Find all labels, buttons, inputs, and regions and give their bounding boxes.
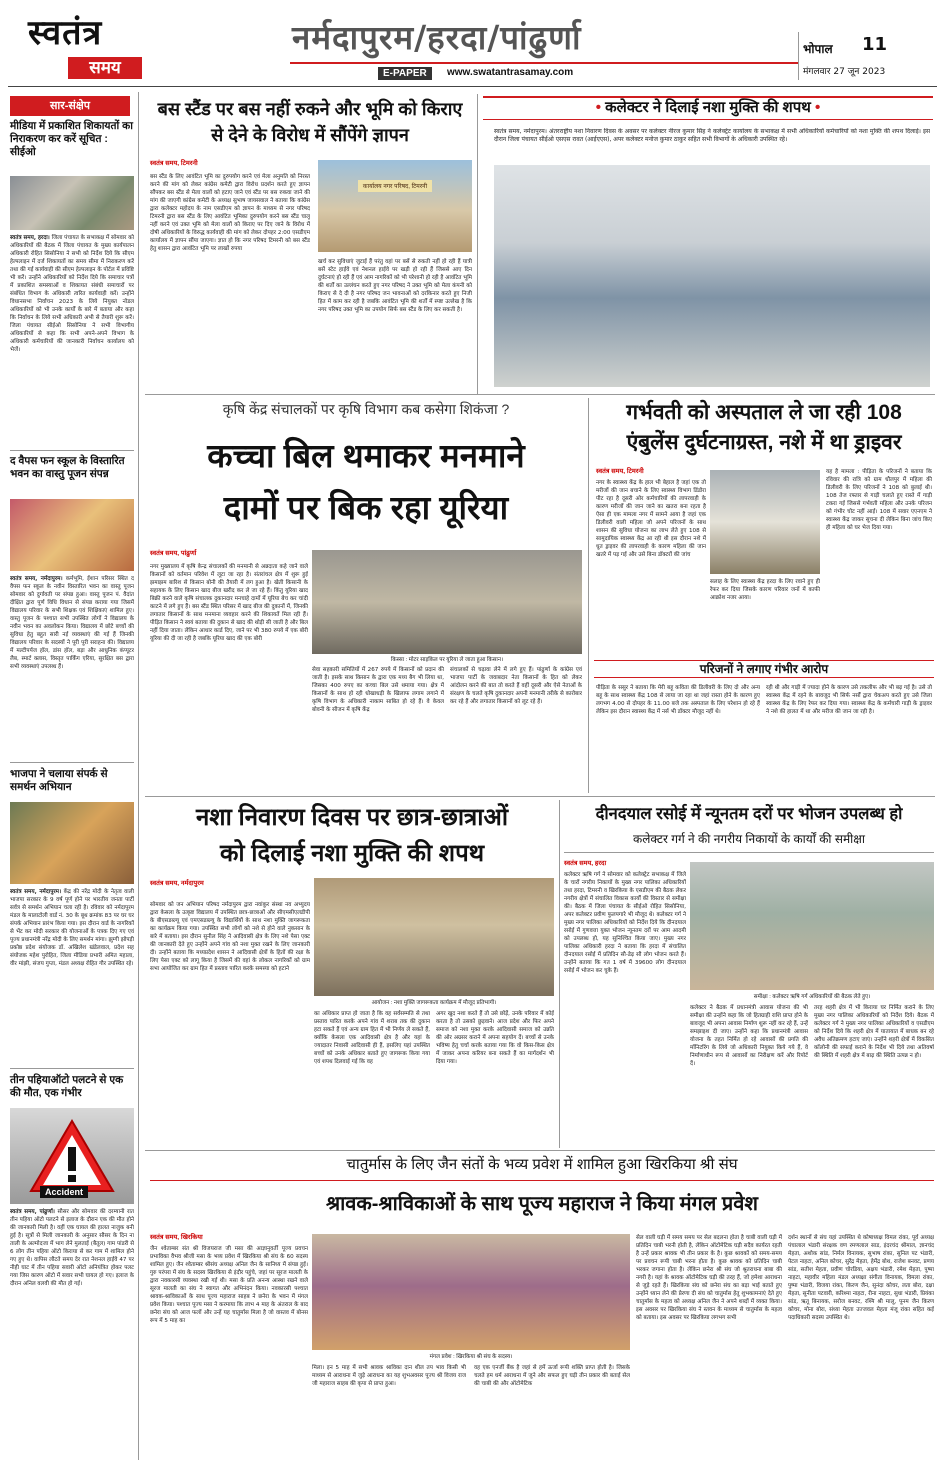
article-subtitle: कलेक्टर गर्ग ने की नगरीय निकायों के कार्यों की समीक्षा xyxy=(633,832,865,846)
oath-ceremony-photo xyxy=(494,165,930,387)
meeting-photo xyxy=(10,176,134,230)
sidebar-item-title: तीन पहियाऑटो पलटने से एक की मौत, एक गंभीर xyxy=(10,1074,124,1099)
warning-triangle-icon xyxy=(27,1117,117,1195)
masthead-divider xyxy=(798,32,799,80)
masthead-rule xyxy=(290,62,798,64)
article-body: नगर मुख्यालय में कृषि केन्द्र संचालकों की मनमानी से अन्नदाता कहे जाने वाले किसानों को वर्तमान परिवेश में लूटा जा रहा है। संतरांचल क्षेत्र में शुरू हुई झमाझम बारिश से किसान बोनी की तैयारी में लग हुआ है। खेती किसानी के सहायक के लिए किसान खाद बीज खरीद कर ले जा रहे हैं। किंतु यूरिया खाद बिक्री करने वाले कृषि संचालक दुकानदार मनचाहे दामों में यूरिया बेच कर चांदी काटने में लगे हुए हैं। बस स्टैंड स्थित परिसर में खाद बीज की दुकानों में, जिनकी लगातार किसानों के साथ मनमाना व्यवहार करने की शिकायतें मिल रही हैं। पीड़ित किसान ने स्वयं बताया की दुकान से खाद की थोड़ी सी जाती है और बिल नहीं दिया जाता। लेकिन आधार कार्ड दिए, जाने पर भी 380 रुपये में एक बोरी यूरिया की दी जा रही है जबकि यूरिया खाद की एक बोरी xyxy=(150,564,308,642)
sidebar-rule xyxy=(10,450,134,451)
review-meeting-photo xyxy=(690,862,934,990)
article-body: जैन श्वेताम्बर संत श्री विजयराज जी मसा की आज्ञानुवर्ती पूज्य प्रवचन प्रभाविका वैभव श्रीजी मसा के भव्य प्रवेश में खिरकिया श्री संघ के 60 सदस्य शामिल हुए। जैन श्वेताम्बर श्रीसंघ अध्यक्ष अनिल जैन के सानिध्य में संपन्न हुई। गुरु परंपरा में संघ के सदस्य खिरकिया से इंदौर पहुंचे, जहां पर सूरज मालती के द्वारा नवकारसी व्यवस्था रखी गई थी। मसा के प्रति अनन्य आस्था रखने वाले सूरज मालती का संघ ने स्वागत और अभिनंदन किया। नवकारसी पश्चात श्रावक-श्राविकाओं के साथ पूज्य महाराज साहब ने छनेरा के भवन में मंगल प्रवेश किया। पश्चात पूज्य मसा ने करमाया कि लाभ 4 माह के अंतराल के बाद छनेरा संघ को आज फलों और उन्हें यह चातुर्मास मिला है जो वास्तव में बोनस रूप में 5 माह का xyxy=(150,1246,308,1324)
newspaper-logo-bottom: समय xyxy=(68,57,142,79)
article-body: खर्च कर सुविधाएं जुटाई हैं परंतु वहां पर बसें से रुकती नहीं हो रही हैं यात्री बसें स्टेट हाईवे एवं नेशनल हाईवे पर खड़ी हो रही हैं जिससे आए दिन दुर्घटनाएं हो रही हैं एवं आम नागरिकों को भी परेशानी हो रही है आवंटित भूमि की शर्तों का उल्लंघन करते हुए नगर परिषद ने उक्त भूमि को मेला कंपनी को किराए से दे दी है नगर परिषद जन भावनाओं को दरकिनार करते हुए निजी हित में काम कर रही है जबकि आवंटित भूमि की शर्तों में स्पष्ट उल्लेख है कि नगर परिषद उक्त भूमि का उपयोग सिर्फ बस स्टैंड के लिए कर सकती है। xyxy=(318,259,472,313)
article-body: रही थी और गाड़ी में ज्यादा होने के कारण उसे तकलीफ और भी बढ़ गई है। उसे तो स्वास्थ्य केंद्र में रहने के बावजूद भी सिर्फ नर्सों द्वारा चेकअप करते हुए उसे जिला स्वास्थ्य केंद्र के लिए रेफर कर दिया गया। स्वास्थ्य केंद्र के कर्मचारी गाड़ी के ड्राइवर ने नशे की हालत में था और मरीज की जान जा रही है। xyxy=(766,685,932,715)
sidebar-item-byline: स्वतंत्र समय, पांढुर्णा। xyxy=(10,1209,55,1215)
epaper-label: E-PAPER xyxy=(378,67,432,80)
office-photo xyxy=(318,160,472,252)
article-byline: स्वतंत्र समय, टिमरनी xyxy=(150,160,198,167)
article-body-column xyxy=(150,158,310,398)
headline-line: नशा निवारण दिवस पर छात्र-छात्राओं xyxy=(195,804,509,831)
sidebar-item-body: केंद्र की नरेंद्र मोदी के नेतृत्व वाली भाजपा सरकार के 9 वर्ष पूर्ण होने पर भारतीय जनता पार्टी सर्वत्र से समर्थन अभियान चला रही है। रविवार को नर्मदापुरम मंडल के मालाटोली वार्ड नं. 30 के बूथ क्रमांक 83 पर घर घर संपर्क अभियान प्रारंभ किया गया। इस दौरान वार्ड के नागरिकों से भेंट कर मोदी सरकार की योजनाओं के पत्रक दिए गए एवं पूज्य प्रधानमंत्री नरेंद्र मोदी के लिए समर्थन मांगा। झुग्गी झोपड़ी प्रकोष्ठ प्रदेश संयोजक डॉ. अखिलेश खंडेलवाल, प्रदेश सह संयोजक महेश पुरोहित, जिला मीडिया प्रभारी अमित महाला, वीर मांझी, संजय गुप्ता, मंडल अध्यक्ष रोहित गौर उपस्थित रहे। xyxy=(10,889,134,967)
section-rule xyxy=(145,1150,935,1151)
sidebar-rule xyxy=(10,1068,134,1069)
article-headline: बस स्टैंड पर बस नहीं रुकने और भूमि को किराए से देने के विरोध में सौंपेंगे ज्ञापन xyxy=(157,99,463,145)
article-headline: श्रावक-श्राविकाओं के साथ पूज्य महाराज ने किया मंगल प्रवेश xyxy=(325,1193,759,1215)
campaign-photo xyxy=(10,802,134,884)
article-body: स्वतंत्र समय, नर्मदापुरम। अंतरराष्ट्रीय नशा निवारण दिवस के अवसर पर कलेक्टर नीरज कुमार सिंह ने कलेक्ट्रेट कार्यालय के सभाकक्ष में सभी अधिकारियों कर्मचारियों को नशा मुक्ति की शपथ दिलाई। इस दौरान जिला पंचायत सीईओ एसएस रावत (आईएएस), अपर कलेक्टर मनोज कुमार ठाकुर सहित सभी विभागों के अधिकारी उपस्थित रहे। xyxy=(494,128,930,143)
headline-line: एंबुलेंस दुर्घटनाग्रस्त, नशे में था ड्राइवर xyxy=(626,431,902,454)
article-byline: स्वतंत्र समय, हरदा xyxy=(564,860,607,867)
article-body: दर्शन स्थानों से संघ यहां उपस्थित थे कोषाध्यक्ष विमल रांका, पूर्व अध्यक्ष पंचालाल भंडारी संरक्षक वण रमणलाल साड, इंदरचंद श्रीमाल, ज्ञानचंद मेहता, अशोक सांड, निर्मल विनायक, सुभाष रांका, सुनिल पट भंडारी, पेटल नाहटा, अनिल कोचर, सुरेंद्र मेहता, हेमेंद्र बोथ, राजेश बनवट, प्रणय सांड, सतीश मेहता, प्रवीण चोरडिया, अक्षय भंडारी, रमेश मेहता, पुष्पा नाहटा, महावीर महिला मंडल अध्यक्षा संगीता विनायक, विमला रांका, पुष्पा भंडारी, विजया रांका, किरण जैन, सुनंदा कोचर, लता बोरा, दक्षा मेहता, सुनीता पटवारी, करिश्मा नाहटा, रीना नाहटा, सुधा भंडारी, प्रियंका सांड, ऋतू बिनायक, सरोज बनवट, रश्मि श्री मालू, पूनम जैन किरण कोचर, मोना बोरा, संध्या मेहता उज्जवल मेहता मंजू रांका सहित कई पदाधिकारी सदस्य उपस्थित थे। xyxy=(788,1235,934,1321)
column-divider xyxy=(477,94,478,394)
puja-photo xyxy=(10,499,134,571)
photo-caption: सलाह के लिए स्वास्थ्य केंद्र हरदा के लिए रवाने हुए ही रेफर कर दिया जिसके कारण परिवार जनों में काफी आक्रोश नजर आया। xyxy=(710,579,820,601)
sidebar-item-byline: स्वतंत्र समय, हरदा। xyxy=(10,235,50,241)
article-byline: स्वतंत्र समय, खिरकिया xyxy=(150,1234,203,1241)
article-body-column xyxy=(564,858,686,1147)
farmer-photo xyxy=(312,550,582,654)
article-headline xyxy=(594,398,934,458)
sidebar-item-body: जिला पंचायत के सभाकक्ष में सोमवार को अधिकारियों की बैठक में जिला पंचायत के मुख्य कार्यपालन अधिकारी रोहित सिसोनिया ने सभी को निर्देश दिये कि सीएम हेल्पलाइन में दर्ज शिकायतों का समय सीमा में निराकरण करें तथा की गई कार्यवाही की सीएम हेल्पलाइन के पोर्टल में प्रविष्टि भी करें। उन्होंने अधिकारियों को निर्देश दिये कि समाचार पत्रों में प्रकाशित समस्याओं व शिकायत संबंधी समाचारों पर संबंधित विभाग के अधिकारी त्वरित कार्यवाही करें। उन्होंने विधानसभा निर्वाचन 2023 के लिये नियुक्त नोडल अधिकारियों को भी उनके कार्यों के बारे में बताया और कहा कि निर्वाचन के लिये सभी अधिकारी अभी से तैयारी शुरू करें। जिला पंचायत सीईओ सिसोनिया ने सभी विभागीय अधिकारियों से कहा कि सभी अपने-अपने विभाग के अधिकारी कर्मचारियों की जानकारी निर्वाचन कार्यालय को भेजें। xyxy=(10,235,134,353)
article-body: तरह शहरी क्षेत्र में भी किराया घर निर्मित कराने के लिए मुख्य नगर पालिका अधिकारियों को निर्देश दिये। बैठक में कलेक्टर गर्ग ने मुख्य नगर पालिका अधिकारियों व एसडीएम को निर्देश दिये कि शहरी क्षेत्र में यातायात में बाधक बन रहे अवैध अतिक्रमण हटाए जाएं। उन्होंने शहरी क्षेत्रों में विकसित कॉलोनी की सफाई कराने के निर्देश भी दिये तथा अतिवर्षा की स्थिति में शहरी क्षेत्र में बाढ़ की स्थिति उत्पन्न न हो। xyxy=(814,1005,934,1059)
sidebar-item-title: भाजपा ने चलाया संपर्क से समर्थन अभियान xyxy=(10,768,108,793)
headline-line: गर्भवती को अस्पताल ले जा रही 108 xyxy=(626,401,902,424)
article-body: सेवा सहकारी समितियों में 267 रुपये में किसानों को प्रदान की जाती है। इसके साथ किसान के द्वारा एक मध्य बैग भी लिया था, जिसका 400 रुपए का कच्चा बिल उसे थमाया गया। क्षेत्र में किसानों के साथ हो रही धोखाधड़ी के खिलाफ लगाम लगाने में कृषि विभाग के अधिकारी नाकाम साबित हो रहे हैं। वे केवल बोवनी के सीजन में कृषि केंद्र xyxy=(312,667,444,713)
page-number: 11 xyxy=(862,34,888,55)
article-headline xyxy=(150,430,582,534)
article-body: अगर खुद नशा करते हैं तो उसे छोड़ें, उनके परिवार में कोई करता है तो उसको छुड़वाने। आज प्रदेश और फिर अपने समाज को नशा मुक्त करके आदिवासी समाज को उन्नति की ओर अग्रसर कराने में अपना सहयोग दें। बच्चों से उनके भविष्य हेतु चर्चा करके बताया गया कि वो किस-किस क्षेत्र में जाकर अपना करियर बना सकते हैं का मार्गदर्शन भी दिया गया। xyxy=(436,1011,554,1065)
article-headline: दीनदयाल रसोई में न्यूनतम दरों पर भोजन उपलब्ध हो xyxy=(595,805,903,823)
photo-caption: मंगल प्रवेश : खिरकिया श्री संघ के सदस्य। xyxy=(312,1352,630,1360)
article-body: नगर के स्वास्थ्य केंद्र के हाल भी बेहाल है जहां एक तो मरीजों की जान बचाने के लिए स्वास्थ्य विभाग डिंडोरा पीट रहा है दूसरी ओर कर्मचारियों की लापरवाही के कारण मरीजों की जान जाने का खतरा बना रहता है ऐसा ही एक मामला नगर में सामने आया है जहां एक डिलीवरी वाली महिला जो अपने परिजनों के साथ शासन की सुविधा योजना का लाभ लेते हुए 108 से सामुदायिक स्वास्थ्य केंद्र आ रही थी इस दौरान नशे में धुत ड्राइवर की लापरवाही के कारण महिला की जान खतरे में पड़ गई और उसे बिना डॉक्टरों की जांच xyxy=(596,480,706,558)
article-body: का अधिकार प्राप्त हो जाता है कि वह सर्वसम्मति से तथा प्रस्ताव पारित करके अपने गांव में शराब तक की दुकान हटा सकते हैं एवं अन्य ग्राम हित में भी निर्णय ले सकते हैं, क्योंकि केसला एक आदिवासी क्षेत्र है और यहां के ज्यादातर निवासी आदिवासी ही हैं, इसलिए यहां उपस्थित बच्चों को उनके अधिकार बताते हुए जागरूक किया गया एवं शपथ दिलवाई गई कि वह xyxy=(314,1011,430,1065)
website-link[interactable]: www.swatantrasamay.com xyxy=(447,67,574,78)
sidebar-item-body: कर्मभूमि, ईशान परिसर स्थित द वैपस फन स्कूल के नवीन विस्तारित भवन का वास्तु पूजन सोमवार को दुर्गावती पर संपन्न हुआ। वास्तु पूजन पं. वैदांत दीक्षित द्वारा पूर्ण विधि विधान से संपन्न कराया गया जिसमें विद्यालय परिवार के सभी शिक्षक एवं शिक्षिकाएं शामिल हुए। वास्तु पूजन के पश्चात सभी उपस्थित लोगों ने विद्यालय के नवीन भवन का अवलोकन किया। विद्यालय में छोटे बच्चों की सुविधा हेतु बहुत सारी नई व्यवस्थाएं की गई हैं जिनकी विद्यालय परिवार के सदस्यों ने पूरी पूरी सराहना की। विद्यालय में मल्टीपर्पज हॉल, डांस हॉल, बड़ा और आधुनिक कंप्यूटर लैब, स्मार्ट क्लास, विस्तृत पार्किंग एरिया, सुरक्षित बस द्वारा सभी व्यवस्थाएं उपलब्ध हैं। xyxy=(10,576,134,670)
accident-label: Accident xyxy=(40,1186,88,1198)
article-byline: स्वतंत्र समय, नर्मदापुरम xyxy=(150,880,204,887)
office-signboard: कार्यालय नगर परिषद, टिमरनी xyxy=(358,180,432,192)
section-rule xyxy=(564,852,934,853)
section-rule xyxy=(145,796,935,797)
article-body: यह है मामला : पीड़िता के परिजनों ने बताया कि रविवार की रात्रि को ग्राम धौलपुर में महिला की डिलीवरी के लिए परिजनों ने 108 को बुलाई थी। 108 तेज रफ्तार से गाड़ी चलाते हुए रास्ते में गाड़ी टकरा गई जिससे गर्भवती महिला और उनके परिजन को गंभीर चोट नहीं आई। 108 में सवार एएनएम ने स्वास्थ्य केंद्र जाकर सूचना दी लेकिन बिना जांच किए ही महिला को घर भेज दिया गया। xyxy=(826,469,932,531)
article-body: सोमवार को जन अभियान परिषद नर्मदापुरम द्वारा नवांकुर संस्था नव अभ्युदय द्वारा केसला के उत्कृष्ट विद्यालय में उपस्थित छात्र-छात्राओं और सीएमसीएलडीपी के बीएसडब्ल्यू एवं एमएसडब्ल्यू के विद्यार्थियों के साथ नशा मुक्ति जागरूकता का कार्यक्रम किया गया। उपस्थित सभी लोगों को नशे से होने वाले नुकसान के बारे में बताया। इस दौरान सुनील सिंह ने आदिवासी क्षेत्र के लिए नशे पेसा एक्ट की जानकारी देते हुए उन्होंने अपने गांव को नशा मुक्त रखने के लिए जानकारी दी। उन्होंने बताया कि मध्यप्रदेश शासन ने आदिवासी क्षेत्रों के हितों की रक्षा के लिए पेसा एक्ट को लागू किया है जिसमें की वहां के लोकल नागरिकों को ग्राम सभा आयोजित कर ग्राम हित में प्रस्ताव पारित करके समस्या को हटाने xyxy=(150,902,310,972)
article-byline: स्वतंत्र समय, टिमरनी xyxy=(596,468,644,475)
sidebar-rule xyxy=(10,762,134,763)
headline-line: दामों पर बिक रहा यूरिया xyxy=(223,489,509,526)
jain-sangh-photo xyxy=(312,1234,630,1350)
article-byline: स्वतंत्र समय, पांढुर्णा xyxy=(150,550,197,557)
sidebar-item-byline: स्वतंत्र समय, नर्मदापुरम। xyxy=(10,576,63,582)
article-body: कलेक्टर ने बैठक में प्रधानमंत्री आवास योजना की भी समीक्षा की उन्होंने कहा कि जो हितग्राही राशि प्राप्त होने के बावजूद भी अपना आवास निर्माण शुरू नहीं कर रहे हैं, उन्हें समझाइश दी जाए। उन्होंने कहा कि प्रधानमंत्री आवास योजना के तहत निर्मित हो रहे आवासों की प्रगति की मॉनिटरिंग के लिये जो अधिकारी नियुक्त किये गये हैं, वे निर्माणाधीन रूप से आवासों का निरीक्षण करें और रिपोर्ट दें। xyxy=(690,1005,808,1067)
article-headline: • कलेक्टर ने दिलाई नशा मुक्ति की शपथ • xyxy=(595,99,821,116)
article-body: कलेक्टर ऋषि गर्ग ने सोमवार को कलेक्ट्रेट सभाकक्ष में जिले के चारों नगरीय निकायों के मुख्य नगर पालिका अधिकारियों तथा हरदा, टिमरनी व खिरकिया के एसडीएम की बैठक लेकर नगरीय क्षेत्रों में संचालित विकास कार्यों की विस्तार से समीक्षा की। बैठक में जिला पंचायत के सीईओ रोहित सिसोनिया, अपर कलेक्टर प्रवीण फुलपगारे भी मौजूद थे। कलेक्टर गर्ग ने मुख्य नगर पालिका अधिकारियों को निर्देश दिये कि दीनदयाल रसोई में गुणवत्ता युक्त भोजन न्यूनतम दरों पर आम आदमी को उपलब्ध हो, यह सुनिश्चित किया जाए। मुख्य नगर पालिका अधिकारी हरदा ने बताया कि हरदा में संचालित दीनदयाल रसोई में प्रतिदिन सौ-डेढ़ सौ लोग भोजन करते हैं। उन्होंने बताया कि गत 1 वर्ष में 39600 लोग दीनदयाल रसोई में भोजन कर चुके हैं। xyxy=(564,872,686,974)
article-body: मिला। इन 5 माह में सभी श्रावक श्राविका दान शील तप भाव किसी भी माध्यम से आराधना में जुड़े आराधना का यह शुभअवसर पूज्य श्री विजय राज जी महाराज साहब की कृपा से प्राप्त हुआ। xyxy=(312,1365,466,1387)
section-rule xyxy=(145,394,935,395)
sidebar-item-title: मीडिया में प्रकाशित शिकायतों का निराकरण कर करें सूचित : सीईओ xyxy=(10,120,133,158)
city-label: भोपाल xyxy=(803,42,833,56)
article-body: सेल वाली घड़ी में समय समय पर सेल बदलना होता है चाबी वाली घड़ी में प्रतिदिन चाबी भरनी होती है, लेकिन ऑटोमेटिक घड़ी सदैव कार्यरत रहती है उन्हें प्रकार श्रावक भी तीन प्रकार के है। कुछ श्रावकों को समय-समय पर प्रवचन रूपी चाबी भरना होता है। कुछ श्रावक को प्रतिदिन चाबी भरकर जगाना होता है। लेकिन छनेरा श्री संघ जो श्रुतराधना बाबा की नगरी है। यहां के श्रावक ऑटोमेटिक घड़ी की तरह हैं, जो हमेशा आराधना से जुड़े रहते हैं। खिरकिया संघ को छनेरा संघ का बड़ा भाई बताते हुए उन्होंने ध्यान लेने की प्रेरणा दी संघ को चातुर्मास हेतु शुभकामनाएं देते हुए चातुर्मास के महत्व को अध्यक्ष अनिल जैन ने अपने शब्दों में व्यक्त किया। इस अवसर पर खिरकिया संघ ने स्तवन के माध्यम से चातुर्मास के महत्व को बताया। इस अवसर पर खिरकिया लगभग सभी xyxy=(636,1235,782,1321)
sidebar-item-byline: स्वतंत्र समय, नर्मदापुरम। xyxy=(10,889,62,895)
edition-title: नर्मदापुरम/हरदा/पांढुर्णा xyxy=(292,18,582,57)
sidebar-divider xyxy=(138,92,139,1460)
column-divider xyxy=(559,800,560,1148)
issue-date: मंगलवार 27 जून 2023 xyxy=(803,67,886,77)
sidebar-item xyxy=(10,768,134,1064)
kicker-rule xyxy=(150,1180,934,1181)
photo-caption: समीक्षा : कलेक्टर ऋषि गर्ग अधिकारियों की बैठक लेते हुए। xyxy=(690,992,934,1000)
photo-caption: आयोजन : नशा मुक्ति जागरूकता कार्यक्रम में मौजूद प्रतिभागी। xyxy=(314,998,554,1006)
photo-caption: किस्सा : मोटर साइकिल पर यूरिया ले जाता हुआ किसान। xyxy=(312,655,582,663)
masthead-bottom-rule xyxy=(8,86,937,87)
article-kicker: कृषि केंद्र संचालकों पर कृषि विभाग कब कसेगा शिकंजा ? xyxy=(222,401,510,417)
article-body-column xyxy=(596,466,706,657)
ambulance-photo xyxy=(710,470,820,574)
headline-text: कलेक्टर ने दिलाई नशा मुक्ति की शपथ xyxy=(605,99,811,116)
sidebar-item xyxy=(10,455,134,759)
article-kicker: चातुर्मास के लिए जैन संतों के भव्य प्रवेश में शामिल हुआ खिरकिया श्री संघ xyxy=(346,1156,738,1173)
column-divider xyxy=(588,398,589,793)
article-body: संचालकों से चढ़ावा लेने में लगे हुए हैं। पांढुर्णा के कांग्रेस एवं भाजपा पार्टी के जवाबदार नेता किसानों के हित को लेकर आंदोलन करने की बात तो करते हैं वहीं दूसरी और ऐसे नेताओं के संरक्षण के चलते कृषि दुकानदार अपनी मनमानी तरीके से कारोबार कर रहे हैं और लगातार किसानों को लूट रहे हैं। xyxy=(450,667,582,705)
article-body: बस स्टैंड के लिए आवंटित भूमि का दुरुपयोग करने एवं मेला अनुमति को निरस्त करने की मांग को लेकर कांग्रेस कमेटी द्वारा विरोध प्रदर्शन करते हुए ज्ञापन सौंपकर बस स्टैंड से मेला वालों को हटाए जाने एवं स्टैंड पर बस रुकवा जाने की मांग की जाएगी कांग्रेस कमेटी के अध्यक्ष सुभाष जायसवाल ने बताया कि कांग्रेस द्वारा कलेक्टर महोदय के नाम एसडीएम को ज्ञापन के माध्यम से नगर परिषद टिमरनी द्वारा बस स्टैंड के लिए आवंटित भूमिका दुरुपयोग करने बस स्टैंड चालू नहीं करने एवं उक्त भूमि को मेला वालों को किराए पर दिए जाने के विरोध में दोषी अधिकारियों के विरुद्ध कार्यवाही की मांग को लेकर दोपहर 2:00 एसडीएम कार्यालय में ज्ञापन सौंपा जाएगा। ज्ञात हो कि नगर परिषद टिमरनी को बस स्टैंड हेतु शासन द्वारा आवंटित भूमि पर लाखों रुपया xyxy=(150,174,310,252)
sidebar-item xyxy=(10,1074,134,1468)
accident-icon xyxy=(10,1108,134,1204)
headline-line: कच्चा बिल थमाकर मनमाने xyxy=(207,437,525,474)
students-photo xyxy=(314,878,554,996)
sidebar-header: सार-संक्षेप xyxy=(10,96,130,116)
sidebar-item-body: सौसर और सोमवार की दरम्यानी रात तीन पहिया ऑटो पलटने से इलाज के दौरान एक की मौत होने की जानकारी मिली है। वहीं एक घायल की हालत नाजुक बनी हुई है। सूत्रों से मिली जानकारी के अनुसार सौसर के दिन ना ताली के अल्मोदजा में भाग लेने मुलताई (बैतूल) गाम पांडरी से 6 लोग तीन पहिया ऑटो किराया से कर गाम में शामिल होने गए हुए थे। वापिस लौटते समय देर रात नेशनल हाईवे 47 पर नीही घाट में तीन पहिया सवारी ऑटो अनियंत्रित होकर पलट गया जिस कारण ऑटो में सवार सभी घायल हो गए। इलाज के दौरान अनिल वलवी की मौत हो गई। xyxy=(10,1209,134,1287)
sidebar-item xyxy=(10,120,134,436)
article-headline xyxy=(150,800,554,872)
headline-line: को दिलाई नशा मुक्ति की शपथ xyxy=(219,840,485,867)
article-body: पीड़िता के ससुर ने बताया कि मेरी बहू कविता की डिलीवरी के लिए दो और अन्य बहू के साथ स्वास्थ्य केंद्र 108 से लाया जा रहा था जहां रास्ता होने के कारण हुए लगभग 4.00 से दोपहर के 11.00 बजे तक अस्पताल के लिए परेशान हो रहे हैं लेकिन इस दौरान स्वास्थ्य केंद्र में नर्स भी डॉक्टर मौजूद नहीं थे। xyxy=(596,685,760,715)
article-body-column xyxy=(150,1232,308,1455)
newspaper-logo-top: स्वतंत्र xyxy=(28,13,103,53)
sub-headline: परिजनों ने लगाए गंभीर आरोप xyxy=(699,662,829,676)
article-body-column xyxy=(150,878,310,1171)
article-body: वह एक एनर्जी बैंक है जहां से हमें ऊर्जा रूपी शक्ति प्राप्त होती है। जिसके चलते हम धर्म आराधना में जुने और सफल हुए घड़ी तीन प्रकार की बताई सेल की चाबी की और ऑटोमेटिक xyxy=(474,1365,630,1387)
sidebar-item-title: द वैपस फन स्कूल के विस्तारित भवन का वास्तु पूजन संपन्न xyxy=(10,455,125,480)
article-body-column xyxy=(150,548,308,799)
